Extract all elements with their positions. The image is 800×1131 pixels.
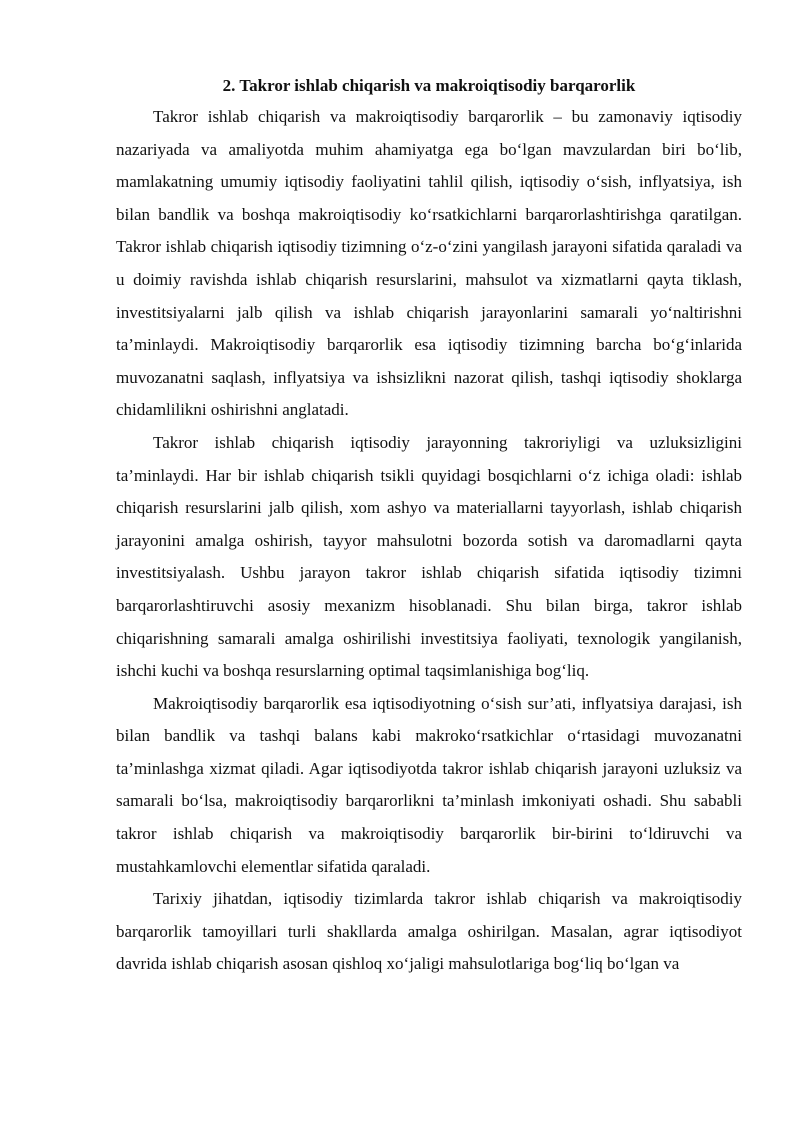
paragraph-4: Tarixiy jihatdan, iqtisodiy tizimlarda takror ishlab chiqarish va makroiqtisodiy barqarorlik tamoyillari turli shakllarda amalga oshirilgan. Masalan, agrar iqtisodiyot davrida ishlab chiqarish asosan qishloq xo‘jaligi mahsulotlariga bog‘liq bo‘lgan va — [116, 889, 742, 974]
paragraph-2: Takror ishlab chiqarish iqtisodiy jarayonning takroriyligi va uzluksizligini ta’minlaydi. Har bir ishlab chiqarish tsikli quyidagi bosqichlarni o‘z ichiga oladi: ishlab chiqarish resurslarini jalb qilish, xom ashyo va materiallarni tayyorlash, ishlab chiqarish jarayonini amalga oshirish, tayyor mahsulotni bozorda sotish va daromadlarni qayta investitsiyalash. Ushbu jarayon takror ishlab chiqarish sifatida iqtisodiy tizimni barqarorlashtiruvchi asosiy mexanizm hisoblanadi. Shu bilan birga, takror ishlab chiqarishning samarali amalga oshirilishi investitsiya faoliyati, texnologik yangilanish, ishchi kuchi va boshqa resurslarning optimal taqsimlanishiga bog‘liq. — [116, 432, 742, 681]
document-body — [116, 72, 742, 981]
section-title: 2. Takror ishlab chiqarish va makroiqtisodiy barqarorlik — [222, 76, 636, 95]
paragraph-1: Takror ishlab chiqarish va makroiqtisodiy barqarorlik – bu zamonaviy iqtisodiy nazariyada va amaliyotda muhim ahamiyatga ega bo‘lgan mavzulardan biri bo‘lib, mamlakatning umumiy iqtisodiy faoliyatini tahlil qilish, iqtisodiy o‘sish, inflyatsiya, ish bilan bandlik va boshqa makroiqtisodiy ko‘rsatkichlarni barqarorlashtirishga qaratilgan. Takror ishlab chiqarish iqtisodiy tizimning o‘z-o‘zini yangilash jarayoni sifatida qaraladi va u doimiy ravishda ishlab chiqarish resurslarini, mahsulot va xizmatlarni qayta tiklash, investitsiyalarni jalb qilish va ishlab chiqarish jarayonlarini samarali yo‘naltirishni ta’minlaydi. Makroiqtisodiy barqarorlik esa iqtisodiy tizimning barcha bo‘g‘inlarida muvozanatni saqlash, inflyatsiya va ishsizlikni nazorat qilish, tashqi iqtisodiy shoklarga chidamlilikni oshirishni anglatadi. — [116, 107, 742, 420]
paragraph-3: Makroiqtisodiy barqarorlik esa iqtisodiyotning o‘sish sur’ati, inflyatsiya darajasi, ish bilan bandlik va tashqi balans kabi makroko‘rsatkichlar o‘rtasidagi muvozanatni ta’minlashga xizmat qiladi. Agar iqtisodiyotda takror ishlab chiqarish jarayoni uzluksiz va samarali bo‘lsa, makroiqtisodiy barqarorlikni ta’minlash imkoniyati oshadi. Shu sababli takror ishlab chiqarish va makroiqtisodiy barqarorlik bir-birini to‘ldiruvchi va mustahkamlovchi elementlar sifatida qaraladi. — [116, 693, 742, 876]
